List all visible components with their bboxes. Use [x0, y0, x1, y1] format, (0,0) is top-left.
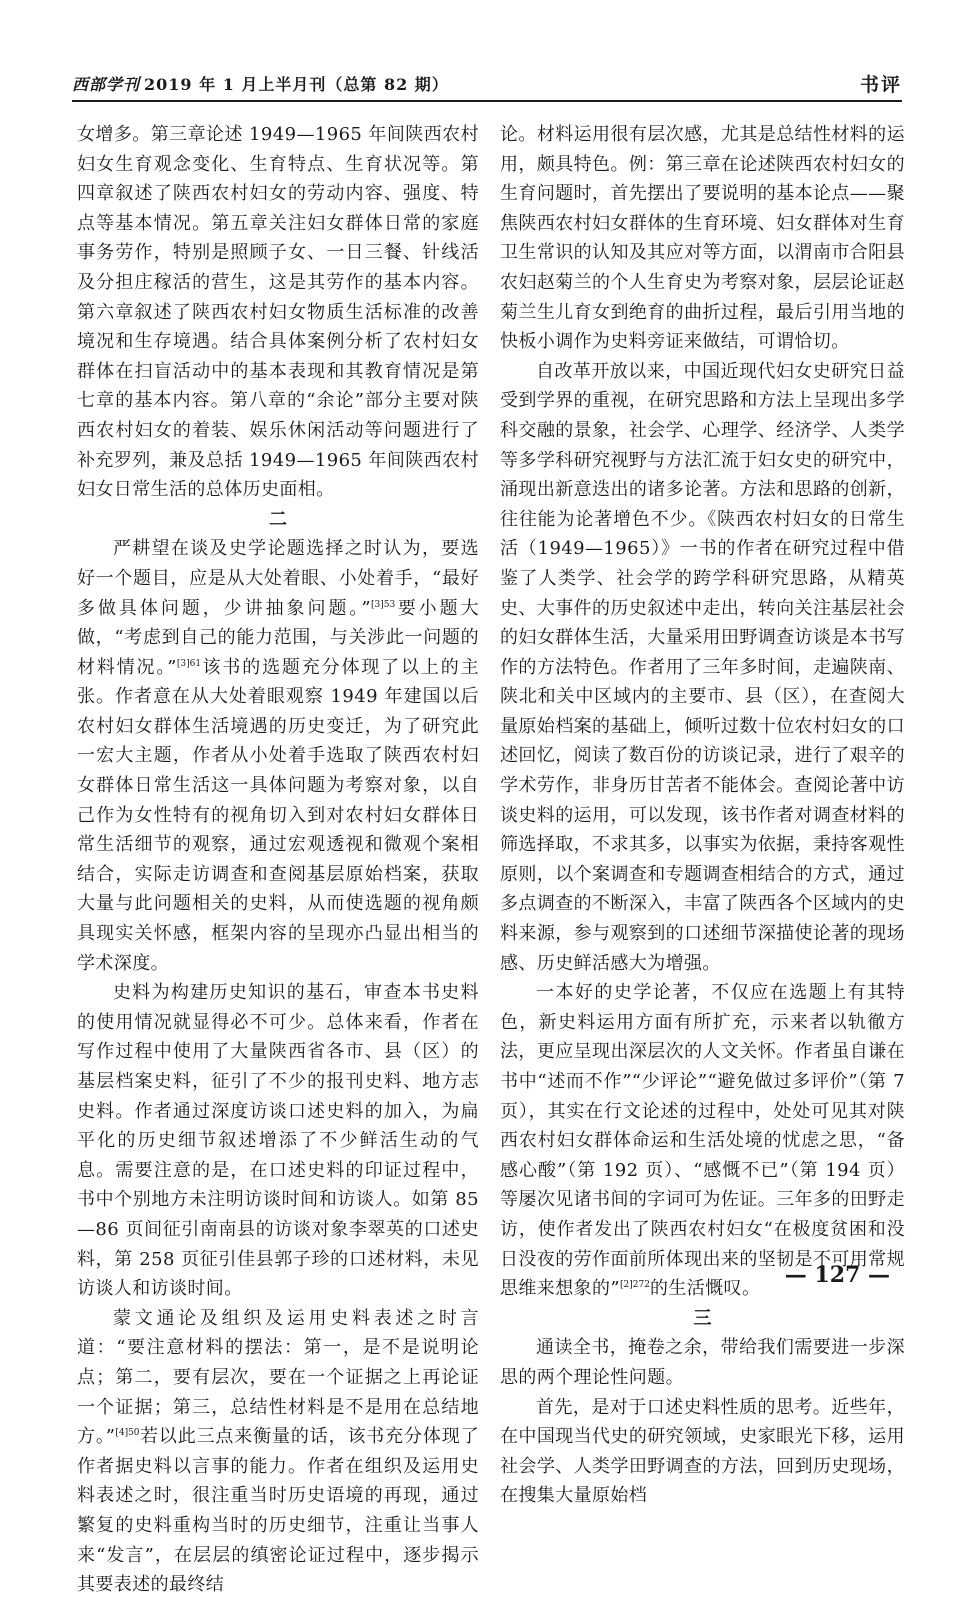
paragraph-text: 要小题大做，“考虑到自己的能力范围，与关涉此一问题的材料情况。”	[77, 597, 479, 678]
body-paragraph: 论。材料运用很有层次感，尤其是总结性材料的运用，颇具特色。例：第三章在论述陕西农村妇女的生育问题时，首先摆出了要说明的基本论点——聚焦陕西农村妇女群体的生育环境、妇女群体对生育卫生常识的认知及其应对等方面，以渭南市合阳县农妇赵菊兰的个人生育史为考察对象，层层论证赵菊兰生儿育女到绝育的曲折过程，最后引用当地的快板小调作为史料旁证来做结，可谓恰切。	[500, 124, 905, 353]
paragraph-text: 的生活慨叹。	[649, 1278, 761, 1300]
paragraph-text: 一本好的史学论著，不仅应在选题上有其特色，新史料运用方面有所扩充，示来者以轨徹方法，更应呈现出深层次的人文关怀。作者虽自谦在书中“述而不作”“少评论”“避免做过多评价”（第 7 页），其实在行文论述的过程中，处处可见其对陕西农村妇女群体命运和生活处境的忧虑之思，“备感心酸”（第 192 页）、“感慨不已”（第 194 页）等屡次见诸书间的字词可为佐证。三年多的田野走访，使作者发出了陕西农村妇女“在极度贫困和没日没夜的劳作面前所体现出来的坚韧是不可用常规思维来想象的”	[500, 982, 905, 1300]
citation-ref: [2]272	[620, 1280, 650, 1291]
citation-ref: [3]61	[176, 658, 202, 669]
body-paragraph	[500, 978, 905, 1304]
citation-ref: [3]53	[370, 599, 396, 610]
journal-logo: 西部学刊	[72, 75, 141, 94]
left-column	[77, 120, 479, 1600]
body-paragraph: 史料为构建历史知识的基石，审查本书史料的使用情况就显得必不可少。总体来看，作者在写作过程中使用了大量陕西省各市、县（区）的基层档案史料，征引了不少的报刊史料、地方志史料。作者通过深度访谈口述史料的加入，为扁平化的历史细节叙述增添了不少鲜活生动的气息。需要注意的是，在口述史料的印证过程中，书中个别地方未注明访谈时间和访谈人。如第 85—86 页间征引南南县的访谈对象李翠英的口述史料，第 258 页征引佳县郭子珍的口述材料，未见访谈人和访谈时间。	[77, 982, 479, 1300]
paragraph-text: 若以此三点来衡量的话，该书充分体现了作者据史料以言事的能力。作者在组织及运用史料表述之时，很注重当时历史语境的再现，通过繁复的史料重构当时的历史细节，注重让当事人来“发言”，在层层的缜密论证过程中，逐步揭示其要表述的最终结	[77, 1426, 479, 1596]
section-heading: 三	[693, 1307, 712, 1329]
body-paragraph: 通读全书，掩卷之余，带给我们需要进一步深思的两个理论性问题。	[500, 1337, 905, 1388]
page-number: — 127 —	[784, 1262, 890, 1288]
body-paragraph: 女增多。第三章论述 1949—1965 年间陕西农村妇女生育观念变化、生育特点、生育状况等。第四章叙述了陕西农村妇女的劳动内容、强度、特点等基本情况。第五章关注妇女群体日常的家庭事务劳作，特别是照顾子女、一日三餐、针线活及分担庄稼活的营生，这是其劳作的基本内容。第六章叙述了陕西农村妇女物质生活标准的改善境况和生存境遇。结合具体案例分析了农村妇女群体在扫盲活动中的基本表现和其教育情况是第七章的基本内容。第八章的“余论”部分主要对陕西农村妇女的着装、娱乐休闲活动等问题进行了补充罗列，兼及总括 1949—1965 年间陕西农村妇女日常生活的总体历史面相。	[77, 124, 479, 501]
journal-issue-line	[72, 72, 449, 95]
section-label: 书评	[859, 74, 902, 96]
body-paragraph	[77, 534, 479, 978]
paragraph-text: 蒙文通论及组织及运用史料表述之时言道：“要注意材料的摆法：第一，是不是说明论点；第二，要有层次，要在一个证据之上再论证一个证据；第三，总结性材料是不是用在总结地方。”	[77, 1307, 479, 1448]
running-header	[72, 64, 902, 102]
section-heading: 二	[269, 508, 287, 530]
body-paragraph: 自改革开放以来，中国近现代妇女史研究日益受到学界的重视，在研究思路和方法上呈现出多学科交融的景象，社会学、心理学、经济学、人类学等多学科研究视野与方法汇流于妇女史的研究中，涌现出新意迭出的诸多论著。方法和思路的创新，往往能为论著增色不少。《陕西农村妇女的日常生活（1949—1965）》一书的作者在研究过程中借鉴了人类学、社会学的跨学科研究思路，从精英史、大事件的历史叙述中走出，转向关注基层社会的妇女群体生活，大量采用田野调查访谈是本书写作的方法特色。作者用了三年多时间，走遍陕南、陕北和关中区域内的主要市、县（区），在查阅大量原始档案的基础上，倾听过数十位农村妇女的口述回忆，阅读了数百份的访谈记录，进行了艰辛的学术劳作，非身历甘苦者不能体会。查阅论著中访谈史料的运用，可以发现，该书作者对调查材料的筛选择取，不求其多，以事实为依据，秉持客观性原则，以个案调查和专题调查相结合的方式，通过多点调查的不断深入，丰富了陕西各个区域内的史料来源，参与观察到的口述细节深描使论著的现场感、历史鲜活感大为增强。	[500, 360, 905, 974]
right-column	[500, 120, 905, 1511]
body-paragraph: 首先，是对于口述史料性质的思考。近些年，在中国现当代史的研究领域，史家眼光下移，运用社会学、人类学田野调查的方法，回到历史现场，在搜集大量原始档	[500, 1396, 905, 1507]
citation-ref: [4]50	[115, 1428, 140, 1439]
issue-info: 2019 年 1 月上半月刊（总第 82 期）	[144, 75, 449, 94]
paragraph-text: 严耕望在谈及史学论题选择之时认为，要选好一个题目，应是从大处着眼、小处着手，“最好多做具体问题，少讲抽象问题。”	[77, 538, 479, 619]
body-paragraph	[77, 1304, 479, 1600]
paragraph-text: 该书的选题充分体现了以上的主张。作者意在从大处着眼观察 1949 年建国以后农村妇女群体生活境遇的历史变迁，为了研究此一宏大主题，作者从小处着手选取了陕西农村妇女群体日常生活这一具体问题为考察对象，以自己作为女性特有的视角切入到对农村妇女群体日常生活细节的观察，通过宏观透视和微观个案相结合，实际走访调查和查阅基层原始档案，获取大量与此问题相关的史料，从而使选题的视角颇具现实关怀感，框架内容的呈现亦凸显出相当的学术深度。	[77, 656, 479, 974]
